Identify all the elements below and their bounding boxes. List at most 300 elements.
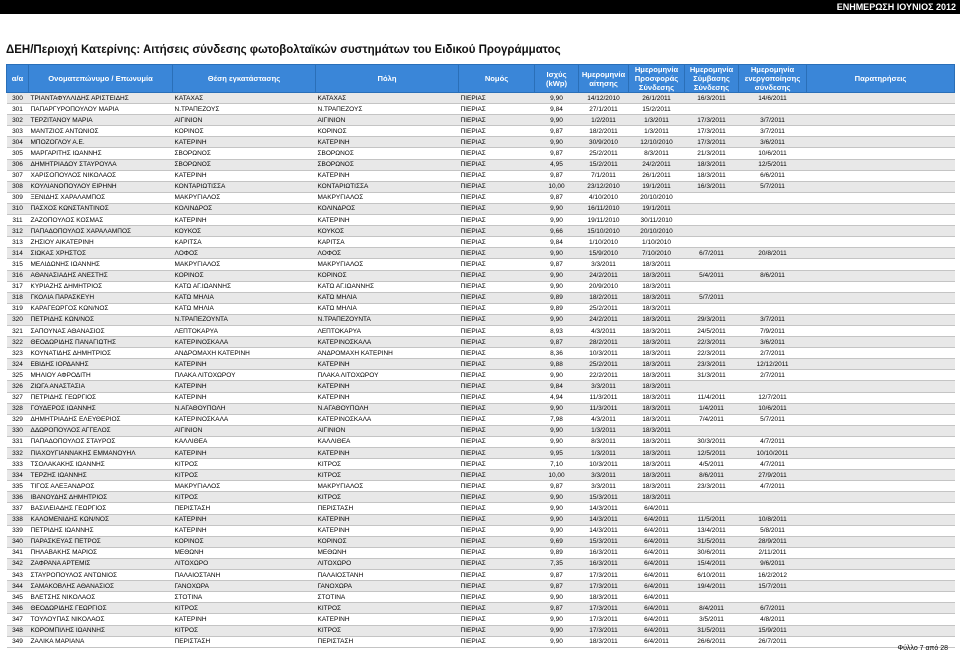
- table-cell: 341: [7, 547, 29, 558]
- table-cell: ΜΑΚΡΥΓΙΑΛΟΣ: [173, 481, 316, 492]
- table-cell: 18/3/2011: [629, 481, 685, 492]
- table-row: [7, 137, 955, 148]
- table-cell: ΚΑΤΕΡΙΝΗ: [316, 514, 459, 525]
- table-cell: [807, 115, 955, 126]
- table-cell: 18/3/2011: [629, 459, 685, 470]
- table-cell: [685, 226, 739, 237]
- table-row: [7, 104, 955, 115]
- table-row: [7, 536, 955, 547]
- table-cell: 27/1/2011: [579, 104, 629, 115]
- table-cell: ΓΟΥΔΕΡΟΣ ΙΩΑΝΝΗΣ: [29, 403, 173, 414]
- table-cell: ΔΔΩΡΟΠΟΥΛΟΣ ΑΓΓΕΛΟΣ: [29, 425, 173, 436]
- table-cell: 23/3/2011: [685, 481, 739, 492]
- table-cell: ΜΑΚΡΥΓΙΑΛΟΣ: [173, 192, 316, 203]
- table-row: [7, 514, 955, 525]
- table-row: [7, 592, 955, 603]
- table-cell: 324: [7, 359, 29, 370]
- table-cell: 6/4/2011: [629, 603, 685, 614]
- table-cell: 9,90: [535, 203, 579, 214]
- table-row: [7, 181, 955, 192]
- table-cell: 18/3/2011: [629, 448, 685, 459]
- table-cell: 30/11/2010: [629, 215, 685, 226]
- table-cell: [807, 192, 955, 203]
- table-row: [7, 303, 955, 314]
- table-cell: ΚΑΤΕΡΙΝΗ: [173, 137, 316, 148]
- table-cell: [807, 370, 955, 381]
- table-cell: [807, 592, 955, 603]
- table-cell: ΚΑΤΕΡΙΝΗ: [173, 392, 316, 403]
- table-cell: [807, 403, 955, 414]
- table-cell: 6/4/2011: [629, 503, 685, 514]
- table-cell: ΚΙΤΡΟΣ: [173, 459, 316, 470]
- table-cell: ΓΚΟΛΙΑ ΠΑΡΑΣΚΕΥΗ: [29, 292, 173, 303]
- table-cell: 17/3/2011: [579, 614, 629, 625]
- table-cell: ΠΕΤΡΙΔΗΣ ΚΩΝ/ΝΟΣ: [29, 314, 173, 325]
- table-cell: 313: [7, 237, 29, 248]
- table-cell: Ν.ΤΡΑΠΕΖΟΥΝΤΑ: [173, 314, 316, 325]
- table-cell: 3/7/2011: [739, 126, 807, 137]
- table-cell: 10/10/2011: [739, 448, 807, 459]
- table-cell: [807, 104, 955, 115]
- table-cell: ΠΙΕΡΙΑΣ: [459, 314, 535, 325]
- table-cell: 307: [7, 170, 29, 181]
- table-cell: 9,84: [535, 381, 579, 392]
- table-cell: 9,90: [535, 525, 579, 536]
- table-cell: 2/7/2011: [739, 348, 807, 359]
- table-cell: 326: [7, 381, 29, 392]
- table-cell: ΑΙΓΙΝΙΟΝ: [316, 425, 459, 436]
- table-cell: ΚΑΤΩ ΜΗΛΙΑ: [316, 292, 459, 303]
- table-cell: ΚΑΛΛΙΘΕΑ: [173, 436, 316, 447]
- table-cell: 18/3/2011: [629, 492, 685, 503]
- table-cell: 18/3/2011: [629, 337, 685, 348]
- table-cell: [685, 104, 739, 115]
- table-cell: ΣΒΟΡΩΝΟΣ: [173, 159, 316, 170]
- table-cell: 1/2/2011: [579, 115, 629, 126]
- table-cell: ΠΙΕΡΙΑΣ: [459, 203, 535, 214]
- table-row: [7, 126, 955, 137]
- table-cell: ΑΙΓΙΝΙΟΝ: [173, 115, 316, 126]
- table-cell: [739, 192, 807, 203]
- table-cell: 31/5/2011: [685, 536, 739, 547]
- table-cell: ΕΒΙΔΗΣ ΙΟΡΔΑΝΗΣ: [29, 359, 173, 370]
- table-cell: ΤΡΙΑΝΤΑΦΥΛΛΙΔΗΣ ΑΡΙΣΤΕΙΔΗΣ: [29, 93, 173, 104]
- table-cell: 9,87: [535, 570, 579, 581]
- table-cell: 14/3/2011: [579, 503, 629, 514]
- table-cell: [685, 592, 739, 603]
- table-cell: 9,90: [535, 281, 579, 292]
- table-cell: 337: [7, 503, 29, 514]
- table-cell: [807, 181, 955, 192]
- table-cell: 8/4/2011: [685, 603, 739, 614]
- table-cell: 310: [7, 203, 29, 214]
- table-cell: 311: [7, 215, 29, 226]
- table-cell: ΜΠΟΖΟΓΛΟΥ Α.Ε.: [29, 137, 173, 148]
- table-row: [7, 292, 955, 303]
- table-cell: 23/3/2011: [685, 359, 739, 370]
- table-cell: [807, 325, 955, 336]
- table-cell: ΠΙΕΡΙΑΣ: [459, 392, 535, 403]
- table-cell: 18/3/2011: [629, 292, 685, 303]
- table-cell: [685, 237, 739, 248]
- table-cell: [739, 381, 807, 392]
- table-cell: ΚΑΤΕΡΙΝΟΣΚΑΛΑ: [316, 337, 459, 348]
- table-cell: ΠΙΕΡΙΑΣ: [459, 248, 535, 259]
- table-cell: 322: [7, 337, 29, 348]
- table-row: [7, 148, 955, 159]
- table-cell: 9,90: [535, 403, 579, 414]
- table-cell: [807, 248, 955, 259]
- table-cell: ΠΙΕΡΙΑΣ: [459, 303, 535, 314]
- table-cell: ΜΕΘΩΝΗ: [173, 547, 316, 558]
- table-cell: 4/7/2011: [739, 459, 807, 470]
- table-cell: [807, 314, 955, 325]
- page-title: ΔΕΗ/Περιοχή Κατερίνης: Αιτήσεις σύνδεσης φωτοβολταϊκών συστημάτων του Ειδικού Προγράμματος: [6, 44, 561, 56]
- table-cell: [739, 104, 807, 115]
- table-cell: [807, 281, 955, 292]
- table-cell: ΠΗΛΑΒΑΚΗΣ ΜΑΡΙΟΣ: [29, 547, 173, 558]
- table-cell: ΚΙΤΡΟΣ: [316, 603, 459, 614]
- table-cell: ΚΟΡΙΝΟΣ: [173, 270, 316, 281]
- table-cell: 346: [7, 603, 29, 614]
- table-cell: ΚΑΤΕΡΙΝΗ: [173, 359, 316, 370]
- table-cell: 9,87: [535, 337, 579, 348]
- table-cell: 12/7/2011: [739, 392, 807, 403]
- table-cell: ΚΥΡΙΑΖΗΣ ΔΗΜΗΤΡΙΟΣ: [29, 281, 173, 292]
- table-row: [7, 215, 955, 226]
- table-cell: 10,00: [535, 181, 579, 192]
- table-cell: [807, 226, 955, 237]
- table-cell: [807, 514, 955, 525]
- table-cell: 9/6/2011: [739, 558, 807, 569]
- table-cell: 18/3/2011: [629, 436, 685, 447]
- table-cell: ΠΙΕΡΙΑΣ: [459, 425, 535, 436]
- table-cell: [739, 303, 807, 314]
- table-cell: [807, 237, 955, 248]
- table-cell: 9,69: [535, 536, 579, 547]
- table-cell: ΒΛΕΤΣΗΣ ΝΙΚΟΛΑΟΣ: [29, 592, 173, 603]
- table-cell: 15/9/2010: [579, 248, 629, 259]
- table-cell: ΠΙΕΡΙΑΣ: [459, 348, 535, 359]
- table-cell: 344: [7, 581, 29, 592]
- table-cell: ΚΟΡΙΝΟΣ: [173, 536, 316, 547]
- table-cell: 18/3/2011: [629, 425, 685, 436]
- table-cell: 17/3/2011: [579, 625, 629, 636]
- table-row: [7, 570, 955, 581]
- table-cell: ΚΑΛΛΙΘΕΑ: [316, 436, 459, 447]
- table-cell: 29/3/2011: [685, 314, 739, 325]
- table-cell: [807, 215, 955, 226]
- table-cell: 319: [7, 303, 29, 314]
- table-cell: 6/4/2011: [629, 581, 685, 592]
- table-cell: [807, 558, 955, 569]
- table-cell: 308: [7, 181, 29, 192]
- table-cell: 18/3/2011: [629, 314, 685, 325]
- table-cell: [807, 137, 955, 148]
- table-cell: ΚΙΤΡΟΣ: [173, 470, 316, 481]
- table-cell: ΚΑΤΕΡΙΝΗ: [173, 381, 316, 392]
- table-cell: ΚΑΤΕΡΙΝΗ: [316, 170, 459, 181]
- table-cell: ΛΕΠΤΟΚΑΡΥΑ: [316, 325, 459, 336]
- table-cell: ΠΙΕΡΙΑΣ: [459, 603, 535, 614]
- table-cell: 4/10/2010: [579, 192, 629, 203]
- table-cell: 9,66: [535, 226, 579, 237]
- table-cell: 3/3/2011: [579, 470, 629, 481]
- column-header: Ημερομηνία ενεργοποίησης σύνδεσης: [739, 65, 807, 93]
- table-cell: ΚΑΡΑΓΕΩΡΓΟΣ ΚΩΝ/ΝΟΣ: [29, 303, 173, 314]
- column-header: Νομός: [459, 65, 535, 93]
- table-cell: 3/5/2011: [685, 614, 739, 625]
- table-cell: 6/4/2011: [629, 570, 685, 581]
- table-cell: 302: [7, 115, 29, 126]
- table-cell: 329: [7, 414, 29, 425]
- table-cell: ΖΑΛΙΚΑ ΜΑΡΙΑΝΑ: [29, 636, 173, 647]
- table-cell: 28/2/2011: [579, 337, 629, 348]
- table-row: [7, 270, 955, 281]
- table-cell: ΚΑΡΙΤΣΑ: [173, 237, 316, 248]
- table-cell: ΖΗΣΙΟΥ ΑΙΚΑΤΕΡΙΝΗ: [29, 237, 173, 248]
- table-cell: 9,87: [535, 603, 579, 614]
- table-cell: ΠΑΣΧΟΣ ΚΩΝΣΤΑΝΤΙΝΟΣ: [29, 203, 173, 214]
- table-cell: [807, 459, 955, 470]
- table-cell: [807, 425, 955, 436]
- table-cell: ΠΙΕΡΙΑΣ: [459, 226, 535, 237]
- table-row: [7, 425, 955, 436]
- table-cell: ΠΙΕΡΙΑΣ: [459, 159, 535, 170]
- table-cell: 9,90: [535, 93, 579, 104]
- table-cell: 331: [7, 436, 29, 447]
- table-cell: 3/7/2011: [739, 115, 807, 126]
- table-cell: 1/4/2011: [685, 403, 739, 414]
- column-header: Ονοματεπώνυμο / Επωνυμία: [29, 65, 173, 93]
- table-cell: 16/3/2011: [579, 547, 629, 558]
- table-cell: ΑΘΑΝΑΣΙΑΔΗΣ ΑΝΕΣΤΗΣ: [29, 270, 173, 281]
- table-cell: 9,90: [535, 614, 579, 625]
- table-row: [7, 259, 955, 270]
- table-row: [7, 614, 955, 625]
- table-cell: 9,90: [535, 514, 579, 525]
- table-cell: 21/3/2011: [685, 148, 739, 159]
- table-cell: 7/9/2011: [739, 325, 807, 336]
- table-cell: ΠΙΕΡΙΑΣ: [459, 337, 535, 348]
- table-cell: 11/5/2011: [685, 514, 739, 525]
- table-row: [7, 547, 955, 558]
- table-cell: ΠΕΤΡΙΔΗΣ ΙΩΑΝΝΗΣ: [29, 525, 173, 536]
- table-cell: ΠΙΕΡΙΑΣ: [459, 448, 535, 459]
- table-cell: [685, 425, 739, 436]
- table-cell: ΚΑΤΕΡΙΝΟΣΚΑΛΑ: [173, 414, 316, 425]
- table-cell: 6/6/2011: [739, 170, 807, 181]
- table-cell: 9,87: [535, 259, 579, 270]
- table-cell: ΜΑΚΡΥΓΙΑΛΟΣ: [316, 259, 459, 270]
- table-cell: 18/3/2011: [629, 259, 685, 270]
- table-cell: [807, 159, 955, 170]
- table-cell: ΛΟΦΟΣ: [316, 248, 459, 259]
- table-cell: 9,89: [535, 292, 579, 303]
- table-cell: [807, 381, 955, 392]
- table-cell: 10/8/2011: [739, 514, 807, 525]
- table-cell: ΠΑΛΑΙΟΣΤΑΝΗ: [316, 570, 459, 581]
- table-row: [7, 481, 955, 492]
- table-cell: ΚΟΥΚΟΣ: [316, 226, 459, 237]
- table-cell: ΠΙΕΡΙΑΣ: [459, 237, 535, 248]
- table-cell: 15/7/2011: [739, 581, 807, 592]
- table-cell: 327: [7, 392, 29, 403]
- table-cell: [807, 170, 955, 181]
- table-cell: [807, 414, 955, 425]
- table-cell: [807, 547, 955, 558]
- table-cell: 18/3/2011: [629, 359, 685, 370]
- table-cell: ΛΟΦΟΣ: [173, 248, 316, 259]
- table-cell: ΠΙΕΡΙΑΣ: [459, 481, 535, 492]
- table-cell: ΜΑΚΡΥΓΙΑΛΟΣ: [316, 481, 459, 492]
- table-cell: 17/3/2011: [579, 603, 629, 614]
- table-cell: 328: [7, 403, 29, 414]
- table-cell: 4/7/2011: [739, 481, 807, 492]
- table-cell: ΤΟΥΛΟΥΠΑΣ ΝΙΚΟΛΑΟΣ: [29, 614, 173, 625]
- table-cell: 16/3/2011: [579, 558, 629, 569]
- table-cell: ΠΛΑΚΑ ΛΙΤΟΧΩΡΟΥ: [316, 370, 459, 381]
- table-cell: ΠΙΑΧΟΥΓΙΑΝΝΑΚΗΣ ΕΜΜΑΝΟΥΗΛ: [29, 448, 173, 459]
- table-cell: ΣΒΟΡΩΝΟΣ: [173, 148, 316, 159]
- table-cell: 12/5/2011: [685, 448, 739, 459]
- table-cell: 9,84: [535, 237, 579, 248]
- table-cell: 16/3/2011: [685, 93, 739, 104]
- table-cell: 4/3/2011: [579, 414, 629, 425]
- table-cell: 345: [7, 592, 29, 603]
- table-cell: 5/7/2011: [685, 292, 739, 303]
- table-cell: 24/2/2011: [579, 314, 629, 325]
- table-cell: ΚΟΛΙΝΔΡΟΣ: [316, 203, 459, 214]
- table-cell: [739, 215, 807, 226]
- table-cell: 17/3/2011: [685, 137, 739, 148]
- table-cell: 28/9/2011: [739, 536, 807, 547]
- table-cell: ΠΙΕΡΙΑΣ: [459, 259, 535, 270]
- table-row: [7, 348, 955, 359]
- table-cell: ΠΙΕΡΙΑΣ: [459, 514, 535, 525]
- table-cell: ΛΕΠΤΟΚΑΡΥΑ: [173, 325, 316, 336]
- column-header: α/α: [7, 65, 29, 93]
- table-cell: [807, 203, 955, 214]
- table-cell: [685, 203, 739, 214]
- table-cell: 9,87: [535, 148, 579, 159]
- table-cell: 1/3/2011: [629, 126, 685, 137]
- table-cell: ΠΛΑΚΑ ΛΙΤΟΧΩΡΟΥ: [173, 370, 316, 381]
- table-cell: [739, 203, 807, 214]
- table-cell: [807, 148, 955, 159]
- table-cell: 15/3/2011: [579, 536, 629, 547]
- table-cell: 11/3/2011: [579, 392, 629, 403]
- table-cell: 323: [7, 348, 29, 359]
- table-cell: 9,87: [535, 192, 579, 203]
- table-cell: ΠΕΡΙΣΤΑΣΗ: [316, 503, 459, 514]
- table-cell: 16/11/2010: [579, 203, 629, 214]
- table-cell: ΚΟΥΚΟΣ: [173, 226, 316, 237]
- table-cell: 336: [7, 492, 29, 503]
- table-cell: 6/4/2011: [629, 525, 685, 536]
- table-cell: ΚΑΤΩ ΑΓ.ΙΩΑΝΝΗΣ: [316, 281, 459, 292]
- table-cell: ΚΑΤΑΧΑΣ: [173, 93, 316, 104]
- table-row: [7, 381, 955, 392]
- table-cell: 27/9/2011: [739, 470, 807, 481]
- table-cell: ΚΑΤΕΡΙΝΗ: [173, 215, 316, 226]
- table-cell: 6/7/2011: [685, 248, 739, 259]
- table-cell: [739, 592, 807, 603]
- table-cell: 18/3/2011: [629, 470, 685, 481]
- table-row: [7, 581, 955, 592]
- table-cell: 18/3/2011: [629, 281, 685, 292]
- table-cell: 24/2/2011: [629, 159, 685, 170]
- table-cell: ΚΙΤΡΟΣ: [173, 603, 316, 614]
- table-cell: 16/3/2011: [685, 181, 739, 192]
- table-cell: [685, 192, 739, 203]
- table-cell: ΣΒΟΡΩΝΟΣ: [316, 159, 459, 170]
- table-cell: 318: [7, 292, 29, 303]
- table-cell: [807, 625, 955, 636]
- table-cell: 12/10/2010: [629, 137, 685, 148]
- table-cell: [807, 603, 955, 614]
- table-cell: 26/1/2011: [629, 170, 685, 181]
- table-cell: ΘΕΟΔΩΡΙΔΗΣ ΓΕΩΡΓΙΟΣ: [29, 603, 173, 614]
- table-cell: [739, 281, 807, 292]
- table-cell: ΠΙΕΡΙΑΣ: [459, 325, 535, 336]
- table-cell: 18/3/2011: [629, 325, 685, 336]
- table-cell: [807, 536, 955, 547]
- table-cell: 309: [7, 192, 29, 203]
- table-cell: [807, 503, 955, 514]
- table-header-row: [7, 65, 955, 93]
- table-cell: [685, 381, 739, 392]
- table-cell: 8/6/2011: [739, 270, 807, 281]
- table-cell: 30/6/2011: [685, 547, 739, 558]
- table-row: [7, 159, 955, 170]
- table-cell: 11/4/2011: [685, 392, 739, 403]
- table-cell: [807, 448, 955, 459]
- table-cell: 20/10/2010: [629, 226, 685, 237]
- table-cell: 9,87: [535, 170, 579, 181]
- table-cell: ΠΙΕΡΙΑΣ: [459, 359, 535, 370]
- table-body: [7, 93, 955, 648]
- table-cell: [739, 237, 807, 248]
- table-row: [7, 392, 955, 403]
- table-cell: ΚΟΡΙΝΟΣ: [173, 126, 316, 137]
- table-cell: ΠΑΠΑΔΟΠΟΥΛΟΣ ΣΤΑΥΡΟΣ: [29, 436, 173, 447]
- table-cell: ΠΙΕΡΙΑΣ: [459, 403, 535, 414]
- table-cell: 12/12/2011: [739, 359, 807, 370]
- table-cell: 17/3/2011: [579, 581, 629, 592]
- table-cell: 4/5/2011: [685, 459, 739, 470]
- table-cell: ΜΑΚΡΥΓΙΑΛΟΣ: [316, 192, 459, 203]
- table-cell: [807, 359, 955, 370]
- table-cell: ΠΑΛΑΙΟΣΤΑΝΗ: [173, 570, 316, 581]
- column-header: Ημερομηνία Σύμβασης Σύνδεσης: [685, 65, 739, 93]
- table-cell: 7/4/2011: [685, 414, 739, 425]
- table-cell: 15/2/2011: [579, 159, 629, 170]
- table-cell: ΜΑΚΡΥΓΙΑΛΟΣ: [173, 259, 316, 270]
- table-cell: 11/3/2011: [579, 403, 629, 414]
- table-cell: 9,87: [535, 481, 579, 492]
- table-cell: ΚΑΡΙΤΣΑ: [316, 237, 459, 248]
- table-cell: [685, 503, 739, 514]
- table-cell: 2/11/2011: [739, 547, 807, 558]
- table-cell: ΠΙΕΡΙΑΣ: [459, 636, 535, 647]
- table-cell: ΖΑΖΟΠΟΥΛΟΣ ΚΟΣΜΑΣ: [29, 215, 173, 226]
- table-cell: ΑΙΓΙΝΙΟΝ: [173, 425, 316, 436]
- table-cell: 8/3/2011: [629, 148, 685, 159]
- table-row: [7, 93, 955, 104]
- table-cell: 4,95: [535, 159, 579, 170]
- table-cell: 16/2/2012: [739, 570, 807, 581]
